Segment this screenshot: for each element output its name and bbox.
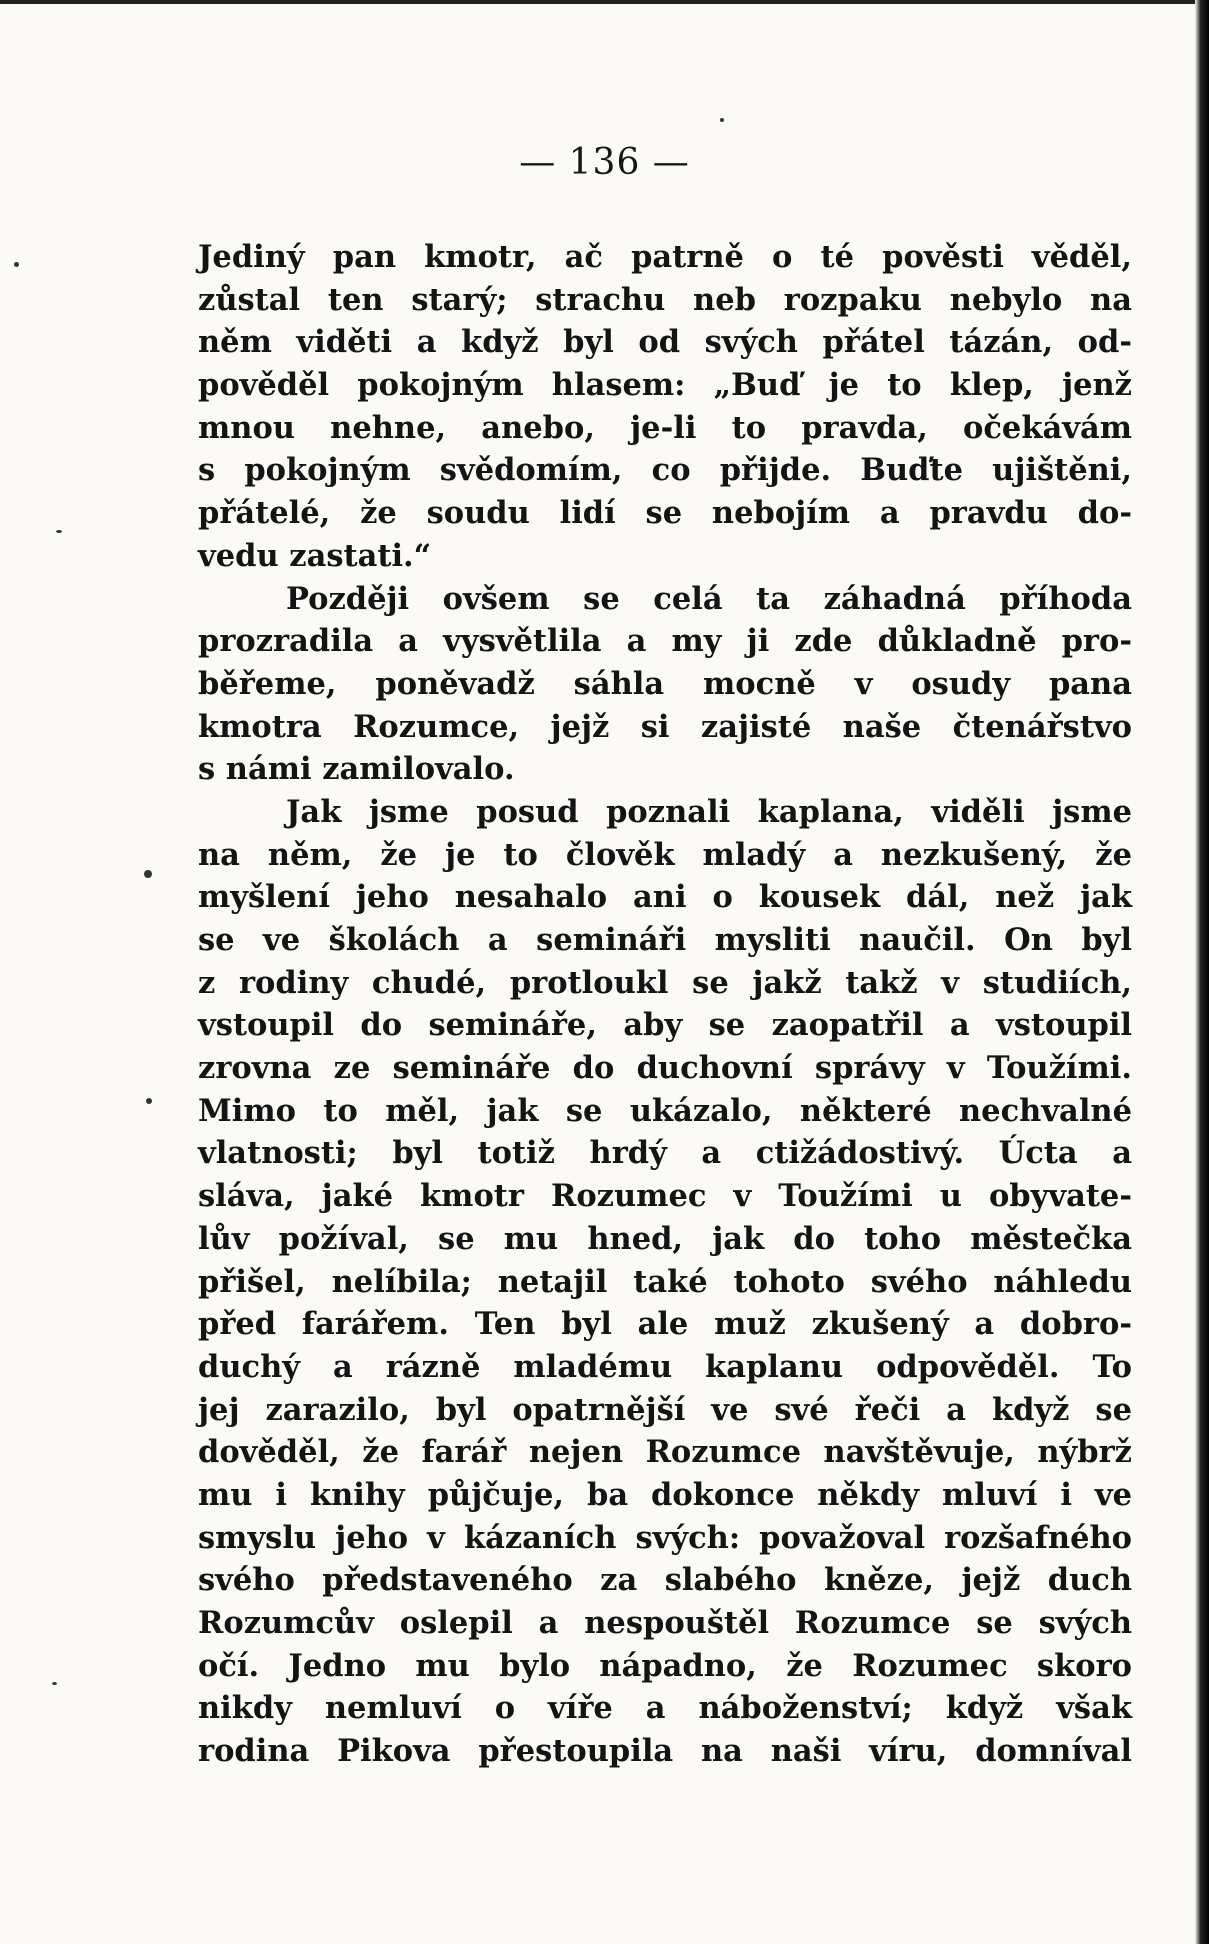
text-line: vlatnosti; byl totiž hrdý a ctižádostivý. Úcta a (198, 1135, 1132, 1172)
text-line: očí. Jedno mu bylo nápadno, že Rozumec skoro (198, 1647, 1132, 1684)
text-line: přišel, nelíbila; netajil také tohoto svého náhledu (198, 1263, 1132, 1300)
text-line: běřeme, poněvadž sáhla mocně v osudy pana (198, 665, 1132, 702)
text-line: kmotra Rozumce, jejž si zajisté naše čtenářstvo (198, 708, 1132, 745)
paragraph (198, 236, 1132, 578)
page-top-edge (0, 0, 1209, 4)
text-line: před farářem. Ten byl ale muž zkušený a dobro- (198, 1306, 1132, 1343)
text-line: pověděl pokojným hlasem: „Buď je to klep, jenž (198, 367, 1132, 404)
text-line: svého představeného za slabého kněze, jejž duch (198, 1562, 1132, 1599)
text-line: Jak jsme posud poznali kaplana, viděli jsme (286, 793, 1132, 830)
body-text (198, 236, 1132, 1773)
print-speck (14, 262, 19, 267)
text-line: s námi zamilovalo. (198, 751, 515, 788)
print-speck (146, 1098, 152, 1104)
text-line: z rodiny chudé, protloukl se jakž takž v studiích, (198, 964, 1132, 1001)
print-speck (720, 118, 724, 122)
print-speck (52, 1682, 57, 1685)
text-line: Později ovšem se celá ta záhadná příhoda (286, 580, 1132, 617)
text-line: mnou nehne, anebo, je-li to pravda, očekávám (198, 409, 1132, 446)
paragraph (198, 578, 1132, 791)
text-line: zrovna ze semináře do duchovní správy v Toužími. (198, 1050, 1132, 1087)
text-line: rodina Pikova přestoupila na naši víru, domníval (198, 1733, 1132, 1770)
text-line: vstoupil do semináře, aby se zaopatřil a vstoupil (198, 1007, 1132, 1044)
text-line: zůstal ten starý; strachu neb rozpaku nebylo na (198, 281, 1132, 318)
text-line: Rozumcův oslepil a nespouštěl Rozumce se svých (198, 1605, 1132, 1641)
print-speck (56, 530, 62, 533)
text-line: duchý a rázně mladému kaplanu odpověděl. To (198, 1348, 1132, 1385)
text-line: Jediný pan kmotr, ač patrně o té pověsti věděl, (198, 239, 1132, 275)
text-line: prozradila a vysvětlila a my ji zde důkladně pro- (198, 623, 1132, 660)
text-line: vedu zastati.“ (198, 537, 432, 574)
page-number: — 136 — (519, 142, 690, 183)
text-line: přátelé, že soudu lidí se nebojím a pravdu do- (198, 495, 1132, 532)
text-line: sláva, jaké kmotr Rozumec v Toužími u obyvate- (198, 1178, 1132, 1215)
text-line: s pokojným svědomím, co přijde. Buďte ujištěni, (198, 452, 1132, 489)
paragraph (198, 791, 1132, 1773)
text-line: na něm, že je to člověk mladý a nezkušený, že (198, 836, 1132, 873)
text-line: se ve školách a semináři mysliti naučil. On byl (198, 922, 1132, 958)
text-line: Mimo to měl, jak se ukázalo, některé nechvalné (198, 1092, 1132, 1129)
text-line: smyslu jeho v kázaních svých: považoval rozšafného (198, 1519, 1132, 1556)
text-line: myšlení jeho nesahalo ani o kousek dál, než jak (198, 879, 1132, 916)
text-line: lův požíval, se mu hned, jak do toho městečka (198, 1220, 1132, 1257)
text-line: něm viděti a když byl od svých přátel tázán, od- (198, 324, 1132, 361)
text-line: dověděl, že farář nejen Rozumce navštěvuje, nýbrž (198, 1434, 1132, 1471)
text-line: mu i knihy půjčuje, ba dokonce někdy mluví i ve (198, 1476, 1132, 1513)
text-line: jej zarazilo, byl opatrnější ve své řeči a když se (198, 1391, 1132, 1428)
text-line: nikdy nemluví o víře a náboženství; když však (198, 1690, 1132, 1727)
print-speck (144, 870, 152, 878)
page-right-edge (1195, 0, 1209, 1944)
